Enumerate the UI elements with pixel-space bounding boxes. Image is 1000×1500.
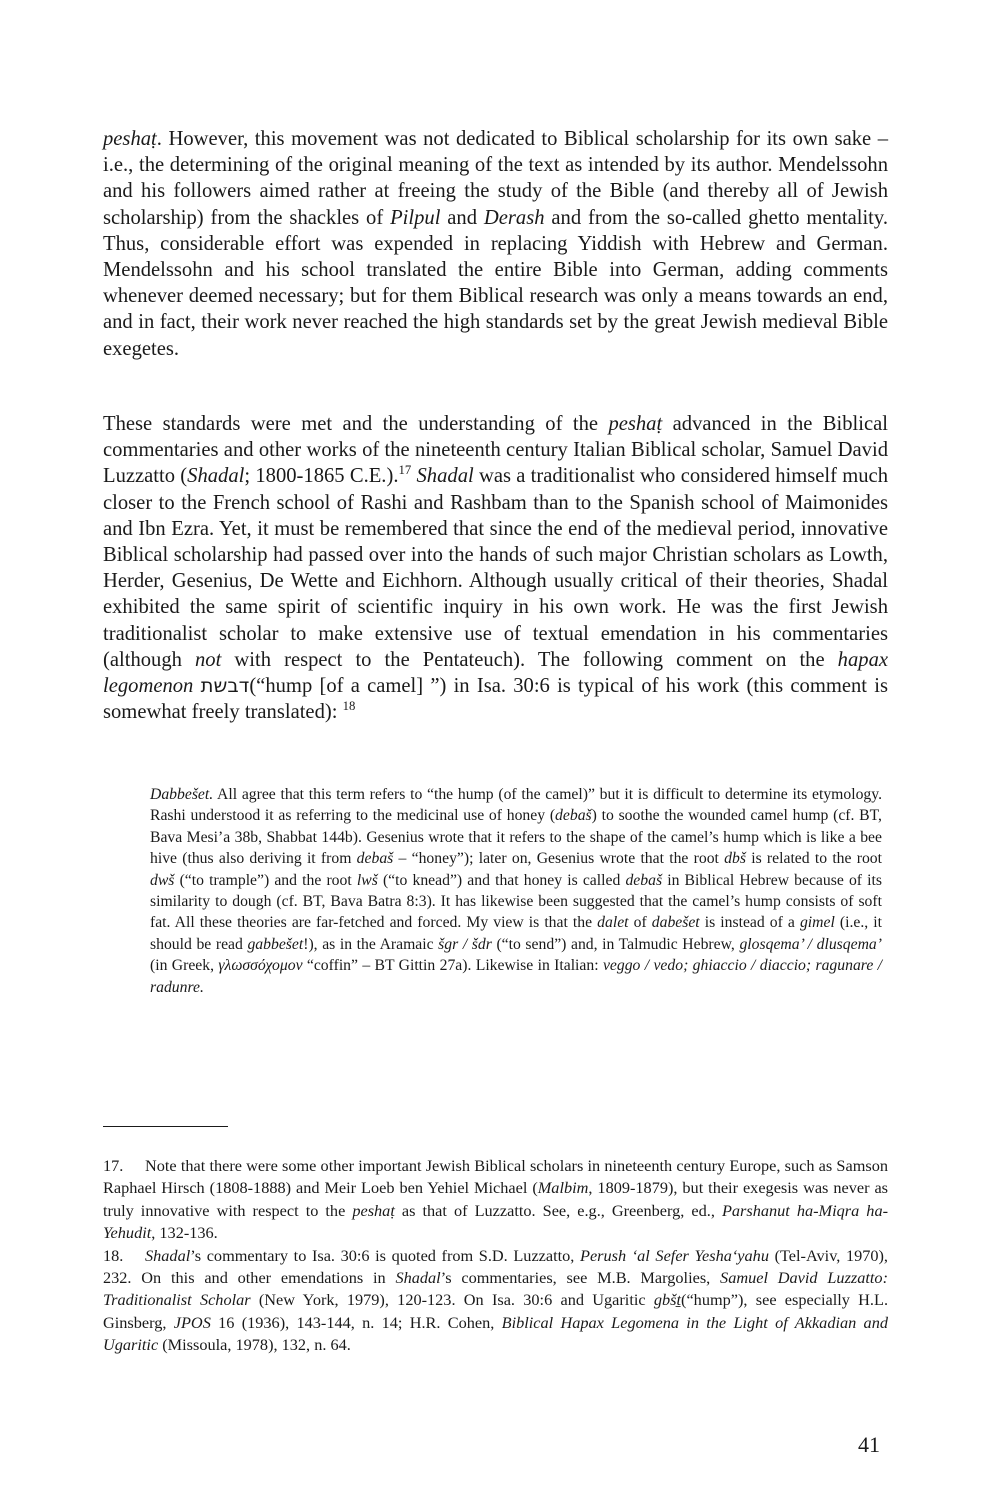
page-number: 41	[858, 1432, 880, 1457]
italic-term: peshaṭ	[608, 413, 663, 435]
text-run: (i.e., it should be read	[150, 914, 882, 953]
text-run: with respect to the Pentateuch). The following comment on the	[221, 648, 838, 671]
italic-term: gimel	[799, 914, 835, 932]
italic-term: Samuel David Luzzatto: Traditionalist Scholar	[103, 1268, 888, 1310]
footnote-number: 18.	[103, 1245, 124, 1265]
text-run: – “honey”); later on, Gesenius wrote that the root	[393, 850, 725, 868]
text-run: as that of Luzzatto. See, e.g., Greenberg, ed.,	[394, 1200, 722, 1220]
text-run: (Missoula, 1978), 132, n. 64.	[158, 1335, 351, 1355]
italic-term: debaš	[356, 850, 394, 868]
italic-term: hapax legomenon	[103, 648, 888, 698]
footnote-17	[103, 1155, 888, 1245]
italic-term: dbš	[724, 850, 746, 868]
body-paragraph-2	[103, 411, 888, 725]
italic-term: Shadal	[145, 1245, 191, 1265]
text-run: ’s commentary to Isa. 30:6 is quoted from S.D. Luzzatto,	[190, 1245, 580, 1265]
text-run: “coffin” – BT Gittin 27a). Likewise in Italian:	[302, 957, 603, 975]
italic-term: JPOS	[173, 1312, 211, 1332]
italic-term: peshaṭ	[352, 1200, 395, 1220]
italic-term: Malbim	[537, 1178, 589, 1198]
text-run: and	[440, 206, 484, 229]
text-run: (Tel-Aviv, 1970), 232. On this and other emendations in	[103, 1245, 889, 1288]
hebrew-word: דבשת	[200, 674, 250, 698]
text-run: in Biblical Hebrew because of its similarity to dough (cf. BT, Bava Batra 8:3). It has likewise been suggested that the camel’s hump consists of soft fat. All these theories are far-fetched and forced. My view is that the	[150, 871, 882, 932]
italic-term: Biblical Hapax Legomena in the Light of Akkadian and Ugaritic	[103, 1312, 888, 1355]
text-run: (“to knead”) and that honey is called	[377, 871, 626, 889]
italic-term: Shadal	[187, 465, 245, 488]
text-run: is instead of a	[699, 914, 800, 932]
italic-term: Perush ‘al Sefer Yesha‘yahu	[580, 1245, 769, 1265]
italic-term: šgr / šdr	[438, 935, 492, 953]
text-run: , 1809-1879), but their exegesis was never as truly innovative with respect to the	[103, 1178, 889, 1220]
text-run: , 132-136.	[151, 1223, 218, 1243]
italic-term: glosqema’ / dlusqema’	[739, 935, 882, 953]
italic-term: Shadal	[416, 465, 474, 488]
text-run: These standards were met and the understanding of the	[103, 413, 609, 435]
italic-term: gabbešet	[247, 935, 304, 953]
block-quote	[150, 784, 882, 998]
footnote-ref-18: 18	[342, 699, 356, 714]
text-run: ; 1800-1865 C.E.).	[244, 465, 399, 488]
footnote-divider	[103, 1126, 228, 1127]
text-run: of	[628, 914, 652, 932]
text-run: 16 (1936), 143-144, n. 14; H.R. Cohen,	[210, 1312, 502, 1332]
italic-term: Pilpul	[390, 206, 441, 229]
text-run: (“hump”), see especially H.L. Ginsberg,	[103, 1290, 889, 1332]
text-run: (“hump [of a camel] ”) in Isa. 30:6 is typical of his work (this comment is somewhat freely translated):	[103, 675, 888, 724]
italic-term: gbšṯ	[653, 1290, 682, 1310]
italic-term: Parshanut ha-Miqra ha-Yehudit	[103, 1200, 889, 1243]
italic-term: Derash	[483, 206, 545, 229]
text-run: is related to the root	[745, 850, 883, 868]
text-run: (New York, 1979), 120-123. On Isa. 30:6 and Ugaritic	[250, 1290, 654, 1310]
text-run	[193, 675, 200, 697]
text-run: (“to send”) and, in Talmudic Hebrew,	[491, 935, 740, 953]
text-run: advanced in the Biblical commentaries and other works of the nineteenth century Italian Biblical scholar, Samuel David Luzzatto (	[103, 413, 888, 488]
text-run: Note that there were some other important Jewish Biblical scholars in nineteenth century Europe, such as Samson Raphael Hirsch (1808-1888) and Meir Loeb ben Yehiel Michael (	[103, 1156, 888, 1198]
italic-term: debaš	[555, 807, 592, 825]
text-run: (in Greek,	[150, 957, 219, 975]
italic-term: dwš	[150, 871, 175, 889]
footnotes	[103, 1155, 888, 1357]
italic-term: peshaṭ	[103, 128, 157, 150]
text-run: . However, this movement was not dedicated to Biblical scholarship for its own sake – i.e., the determining of the original meaning of the text as intended by its author. Mendelssohn and his followers aimed rather at freeing the study of the Bible (and thereby all of Jewish scholarship) from the shackles of	[103, 128, 888, 229]
italic-term: debaš	[625, 871, 663, 889]
italic-term: not	[195, 648, 222, 671]
text-run: !), as in the Aramaic	[303, 935, 439, 953]
footnote-number: 17.	[103, 1156, 124, 1175]
body-paragraph-1	[103, 126, 888, 362]
text-run: All agree that this term refers to “the hump (of the camel)” but it is difficult to determine its etymology. Rashi understood it as referring to the medicinal use of honey (	[150, 786, 882, 825]
text-run: was a traditionalist who considered himself much closer to the French school of Rashi and Rashbam than to the Spanish school of Maimonides and Ibn Ezra. Yet, it must be remembered that since the end of the medieval period, innovative Biblical scholarship had passed over into the hands of such major Christian scholars as Lowth, Herder, Gesenius, De Wette and Eichhorn. Although usually critical of their theories, Shadal exhibited the same spirit of scientific inquiry in his own work. He was the first Jewish traditionalist scholar to make extensive use of textual emendation in his commentaries (although	[103, 465, 888, 671]
text-run: (“to trample”) and the root	[174, 871, 357, 889]
footnote-18	[103, 1245, 888, 1357]
text-run: and from the so-called ghetto mentality. Thus, considerable effort was expended in replacing Yiddish with Hebrew and German. Mendelssohn and his school translated the entire Bible into German, adding comments whenever deemed necessary; but for them Biblical research was only a means towards an end, and in fact, their work never reached the high standards set by the great Jewish medieval Bible exegetes.	[103, 206, 889, 360]
italic-term: lwš	[356, 871, 378, 889]
italic-term: Dabbešet.	[150, 786, 214, 803]
text-run: ’s commentaries, see M.B. Margolies,	[440, 1268, 721, 1288]
italic-term: veggo / vedo; ghiaccio / diaccio; ragunare / radunre.	[150, 957, 882, 996]
text-run: ) to soothe the wounded camel hump (cf. BT, Bava Mesi’a 38b, Shabbat 144b). Gesenius wrote that it refers to the shape of the camel’s hump which is like a bee hive (thus also deriving it from	[150, 807, 882, 868]
italic-term: dabešet	[651, 914, 700, 932]
italic-term: dalet	[597, 914, 629, 932]
greek-word: γλωσσόχομον	[218, 957, 303, 975]
italic-term: Shadal	[395, 1268, 441, 1288]
footnote-ref-17: 17	[398, 463, 412, 478]
